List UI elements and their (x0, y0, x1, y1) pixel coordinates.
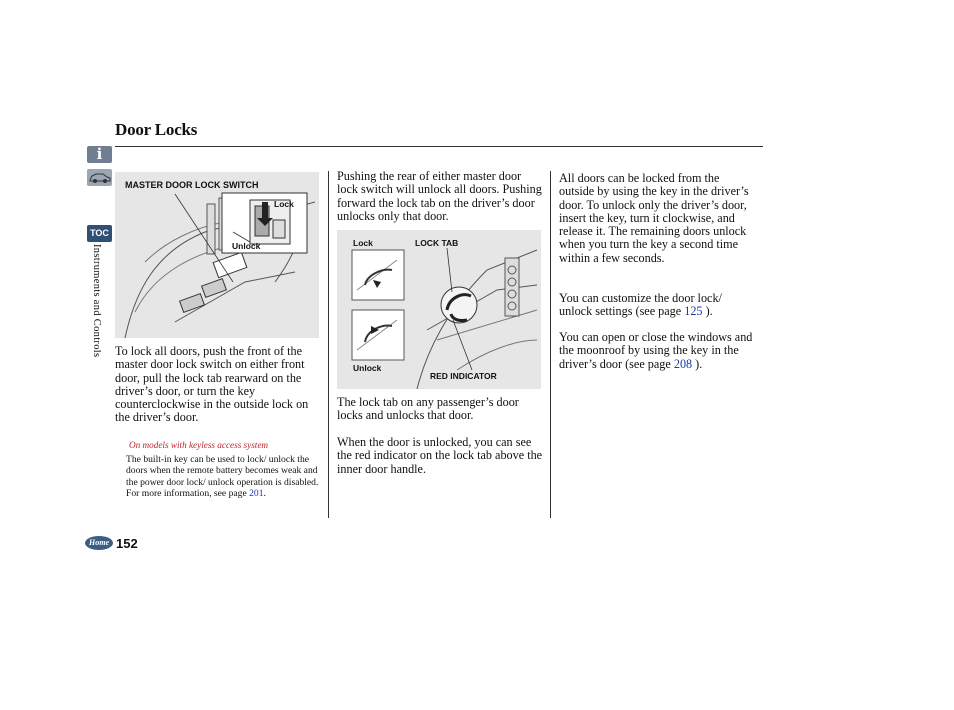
master-switch-illustration (115, 172, 319, 338)
col3-paragraph-3 (559, 331, 757, 371)
lock-tab-illustration (337, 230, 541, 389)
col3-paragraph-2 (559, 292, 757, 319)
page-number: 152 (116, 536, 138, 551)
figure-label-lock-tab: LOCK TAB (415, 238, 459, 248)
info-icon[interactable]: i (87, 146, 112, 163)
page-link-201[interactable]: 201 (249, 487, 264, 499)
col1-paragraph: To lock all doors, push the front of the master door lock switch on either front door, pull the lock tab rearward on the driver’s door, or turn the key counterclockwise in the outside lock on the driver’s door. (115, 344, 309, 425)
title-rule (115, 146, 763, 147)
figure-label-lock: Lock (353, 238, 373, 248)
home-button[interactable]: Home (85, 536, 113, 550)
section-label: Instruments and Controls (91, 244, 102, 358)
col2-paragraph-3: When the door is unlocked, you can see the red indicator on the lock tab above the inner door handle. (337, 435, 543, 476)
door-panel-drawing (115, 172, 319, 338)
page-link-208[interactable]: 208 (673, 356, 693, 371)
toc-button[interactable]: TOC (87, 225, 112, 242)
page-title: Door Locks (115, 120, 198, 139)
page-link-125[interactable]: 125 (684, 304, 703, 319)
note-heading: On models with keyless access system (129, 440, 269, 450)
figure-label-master-switch: MASTER DOOR LOCK SWITCH (125, 180, 259, 190)
col3-p2-text: You can customize the door lock/ unlock settings (see page (559, 291, 722, 319)
col3-p2-end: ). (705, 304, 713, 319)
column-divider (550, 171, 551, 518)
car-icon[interactable] (87, 169, 112, 186)
note-end: . (263, 487, 266, 499)
col3-p3-text: You can open or close the windows and the moonroof by using the key in the driver’s door (see page (559, 330, 753, 371)
col3-p3-end: ). (695, 356, 703, 371)
note-page-word: page (228, 487, 247, 499)
column-divider (328, 171, 329, 518)
figure-label-unlock: Unlock (353, 363, 382, 373)
col3-paragraph-1: All doors can be locked from the outside by using the key in the driver’s door. To unlock only the driver’s door, insert the key, turn it clockwise, and release it. The remaining doors unlock when you turn the key a second time within a few seconds. (559, 171, 749, 265)
figure-label-red-indicator: RED INDICATOR (430, 371, 497, 381)
col2-paragraph-2: The lock tab on any passenger’s door locks and unlocks that door. (337, 395, 519, 423)
col2-paragraph-1: Pushing the rear of either master door lock switch will unlock all doors. Pushing forward the lock tab on the driver’s door unlocks only that door. (337, 169, 542, 223)
note-text: The built-in key can be used to lock/ unlock the doors when the remote battery becomes weak and the power door lock/ unlock operation is disabled. For more information, see (126, 454, 319, 499)
keyless-note (126, 454, 320, 499)
figure-label-unlock: Unlock (232, 241, 261, 251)
figure-label-lock: Lock (274, 199, 294, 209)
